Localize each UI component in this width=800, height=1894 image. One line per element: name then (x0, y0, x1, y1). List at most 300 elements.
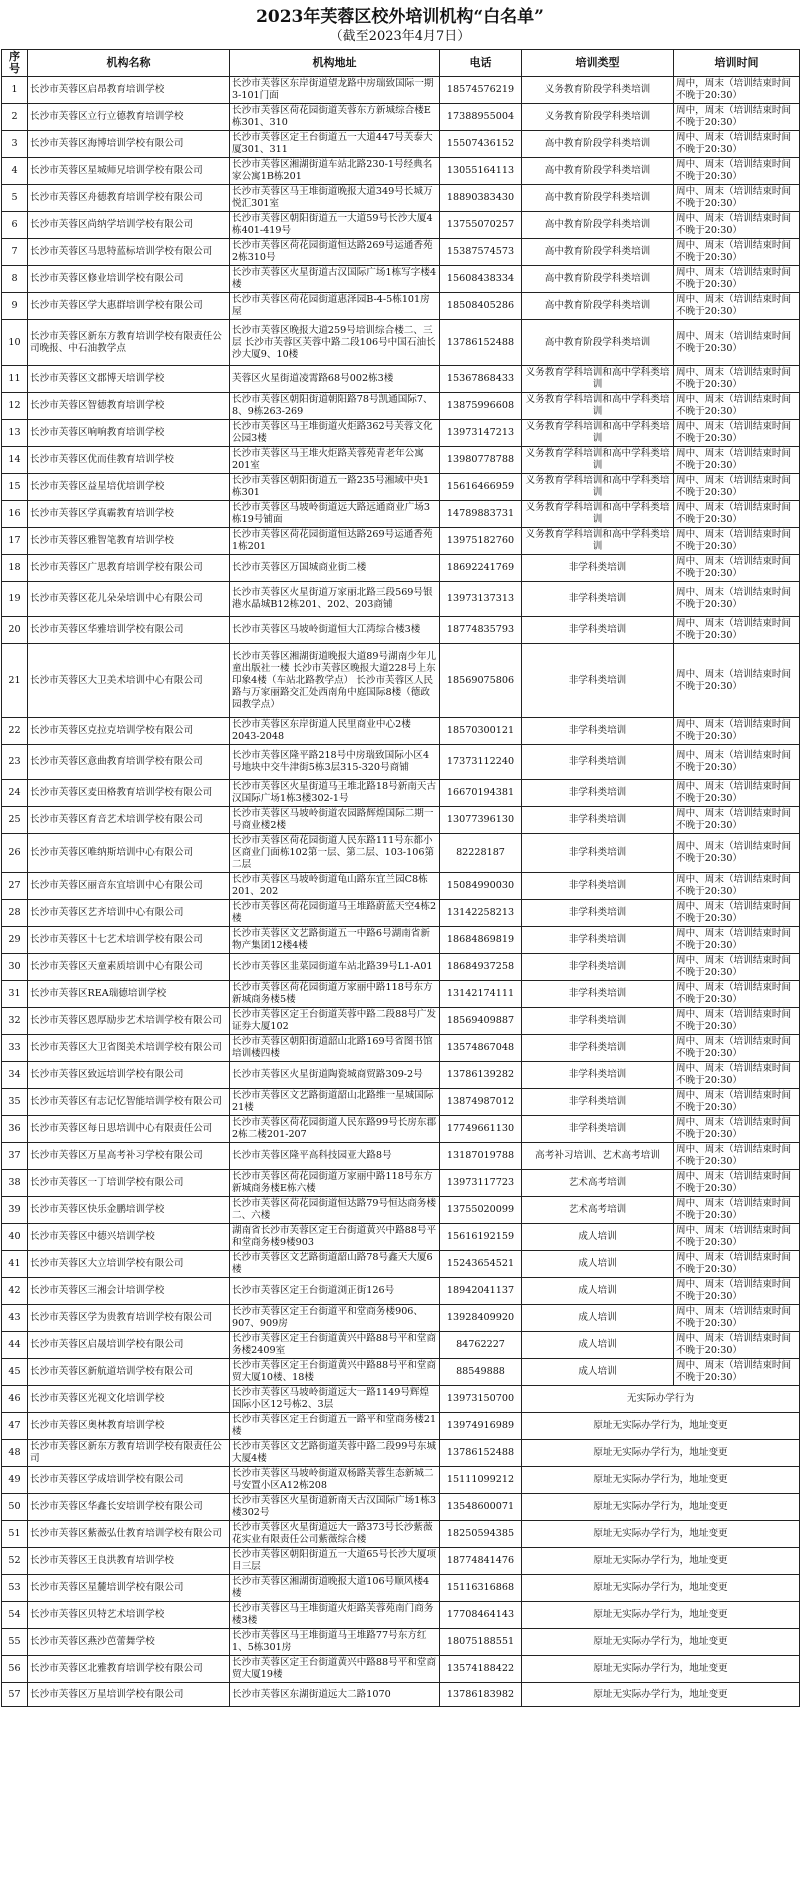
cell-time: 周中、周末（培训结束时间不晚于20:30） (674, 447, 800, 474)
cell-type: 高中教育阶段学科类培训 (522, 293, 674, 320)
cell-phone: 15616466959 (440, 474, 522, 501)
cell-no: 36 (2, 1116, 28, 1143)
cell-no: 10 (2, 320, 28, 366)
table-row (2, 1413, 800, 1440)
table-row (2, 1386, 800, 1413)
cell-time: 周中、周末（培训结束时间不晚于20:30） (674, 807, 800, 834)
table-row (2, 1602, 800, 1629)
cell-phone: 17749661130 (440, 1116, 522, 1143)
cell-phone: 13574188422 (440, 1656, 522, 1683)
cell-type: 非学科类培训 (522, 954, 674, 981)
cell-type: 高中教育阶段学科类培训 (522, 131, 674, 158)
cell-name: 长沙市芙蓉区文郡博天培训学校 (28, 366, 230, 393)
cell-time: 周中、周末（培训结束时间不晚于20:30） (674, 239, 800, 266)
cell-no: 39 (2, 1197, 28, 1224)
table-row (2, 1494, 800, 1521)
cell-time: 周中、周末（培训结束时间不晚于20:30） (674, 617, 800, 644)
cell-time: 周中、周末（培训结束时间不晚于20:30） (674, 420, 800, 447)
cell-time: 周中、周末（培训结束时间不晚于20:30） (674, 1008, 800, 1035)
cell-phone: 82228187 (440, 834, 522, 873)
cell-address: 长沙市芙蓉区晚报大道259号培训综合楼二、三层 长沙市芙蓉区芙蓉中路二段106号中国石油长沙大厦9、10楼 (230, 320, 440, 366)
cell-no: 53 (2, 1575, 28, 1602)
cell-type: 非学科类培训 (522, 780, 674, 807)
cell-type: 非学科类培训 (522, 617, 674, 644)
cell-status-note: 原址无实际办学行为，地址变更 (522, 1575, 800, 1602)
cell-name: 长沙市芙蓉区贝特艺术培训学校 (28, 1602, 230, 1629)
table-row (2, 239, 800, 266)
cell-address: 长沙市芙蓉区韭菜园街道车站北路39号L1-A01 (230, 954, 440, 981)
cell-address: 长沙市芙蓉区文艺路街道芙蓉中路二段99号东城大厦4楼 (230, 1440, 440, 1467)
table-row (2, 1170, 800, 1197)
cell-type: 成人培训 (522, 1359, 674, 1386)
cell-no: 40 (2, 1224, 28, 1251)
cell-status-note: 原址无实际办学行为，地址变更 (522, 1521, 800, 1548)
cell-no: 37 (2, 1143, 28, 1170)
cell-name: 长沙市芙蓉区光视文化培训学校 (28, 1386, 230, 1413)
cell-time: 周中、周末（培训结束时间不晚于20:30） (674, 293, 800, 320)
cell-type: 义务教育学科培训和高中学科类培训 (522, 393, 674, 420)
cell-no: 9 (2, 293, 28, 320)
cell-address: 长沙市芙蓉区火星街道马王堆北路18号新南天古汉国际广场1栋3楼302-1号 (230, 780, 440, 807)
cell-time: 周中、周末（培训结束时间不晚于20:30） (674, 780, 800, 807)
cell-name: 长沙市芙蓉区一丁培训学校有限公司 (28, 1170, 230, 1197)
cell-address: 长沙市芙蓉区马王堆街道马王堆路77号东方红1、5栋301房 (230, 1629, 440, 1656)
cell-type: 成人培训 (522, 1332, 674, 1359)
cell-name: 长沙市芙蓉区智德教育培训学校 (28, 393, 230, 420)
cell-name: 长沙市芙蓉区启昂教育培训学校 (28, 77, 230, 104)
cell-name: 长沙市芙蓉区华鑫长安培训学校有限公司 (28, 1494, 230, 1521)
cell-no: 7 (2, 239, 28, 266)
cell-phone: 13142258213 (440, 900, 522, 927)
cell-address: 长沙市芙蓉区朝阳街道五一大道65号长沙大厦项目三层 (230, 1548, 440, 1575)
cell-address: 长沙市芙蓉区文艺路街道韶山北路维一星城国际21楼 (230, 1089, 440, 1116)
cell-name: 长沙市芙蓉区中德兴培训学校 (28, 1224, 230, 1251)
cell-type: 高中教育阶段学科类培训 (522, 266, 674, 293)
cell-no: 24 (2, 780, 28, 807)
cell-no: 43 (2, 1305, 28, 1332)
cell-phone: 18569075806 (440, 644, 522, 718)
table-row (2, 366, 800, 393)
cell-address: 长沙市芙蓉区火星街道新南天古汉国际广场1栋3楼302号 (230, 1494, 440, 1521)
table-row (2, 501, 800, 528)
table-row (2, 1359, 800, 1386)
cell-no: 29 (2, 927, 28, 954)
cell-type: 非学科类培训 (522, 1008, 674, 1035)
cell-address: 长沙市芙蓉区荷花园街道万家丽中路118号东方新城商务楼5楼 (230, 981, 440, 1008)
cell-type: 成人培训 (522, 1305, 674, 1332)
cell-name: 长沙市芙蓉区新航道培训学校有限公司 (28, 1359, 230, 1386)
cell-time: 周中、周末（培训结束时间不晚于20:30） (674, 528, 800, 555)
table-row (2, 474, 800, 501)
cell-status-note: 原址无实际办学行为，地址变更 (522, 1440, 800, 1467)
cell-name: 长沙市芙蓉区REA瑞德培训学校 (28, 981, 230, 1008)
cell-time: 周中、周末（培训结束时间不晚于20:30） (674, 954, 800, 981)
cell-phone: 15243654521 (440, 1251, 522, 1278)
cell-phone: 13928409920 (440, 1305, 522, 1332)
table-row (2, 1467, 800, 1494)
cell-address: 长沙市芙蓉区湘湖街道车站北路230-1号经典名家公寓1B栋201 (230, 158, 440, 185)
cell-no: 54 (2, 1602, 28, 1629)
cell-no: 11 (2, 366, 28, 393)
cell-address: 长沙市芙蓉区文艺路街道韶山路78号鑫天大厦6楼 (230, 1251, 440, 1278)
cell-phone: 17388955004 (440, 104, 522, 131)
table-row (2, 1575, 800, 1602)
table-row (2, 104, 800, 131)
cell-address: 长沙市芙蓉区火星街道远大一路373号长沙紫薇花实业有限责任公司紫薇综合楼 (230, 1521, 440, 1548)
cell-no: 48 (2, 1440, 28, 1467)
table-row (2, 1143, 800, 1170)
cell-time: 周中、周末（培训结束时间不晚于20:30） (674, 1278, 800, 1305)
cell-no: 13 (2, 420, 28, 447)
cell-type: 非学科类培训 (522, 644, 674, 718)
cell-name: 长沙市芙蓉区学为贵教育培训学校有限公司 (28, 1305, 230, 1332)
table-row (2, 617, 800, 644)
cell-name: 长沙市芙蓉区麦田格教育培训学校有限公司 (28, 780, 230, 807)
cell-phone: 13973147213 (440, 420, 522, 447)
cell-status-note: 无实际办学行为 (522, 1386, 800, 1413)
cell-type: 非学科类培训 (522, 873, 674, 900)
cell-phone: 18574576219 (440, 77, 522, 104)
cell-type: 义务教育学科培训和高中学科类培训 (522, 420, 674, 447)
cell-no: 18 (2, 555, 28, 582)
cell-name: 长沙市芙蓉区广思教育培训学校有限公司 (28, 555, 230, 582)
cell-name: 长沙市芙蓉区大卫省图美术培训学校有限公司 (28, 1035, 230, 1062)
cell-phone: 13755070257 (440, 212, 522, 239)
cell-address: 长沙市芙蓉区荷花园街道恒达路269号运通香苑1栋201 (230, 528, 440, 555)
cell-time: 周中、周末（培训结束时间不晚于20:30） (674, 474, 800, 501)
cell-name: 长沙市芙蓉区雅智笔教育培训学校 (28, 528, 230, 555)
cell-time: 周中、周末（培训结束时间不晚于20:30） (674, 501, 800, 528)
cell-no: 2 (2, 104, 28, 131)
cell-status-note: 原址无实际办学行为，地址变更 (522, 1656, 800, 1683)
cell-address: 长沙市芙蓉区火星街道万家丽北路三段569号银港水晶城B12栋201、202、203商铺 (230, 582, 440, 617)
cell-name: 长沙市芙蓉区星城师兄培训学校有限公司 (28, 158, 230, 185)
header-address: 机构地址 (230, 50, 440, 77)
document-subtitle: （截至2023年4月7日） (329, 29, 471, 44)
cell-type: 高中教育阶段学科类培训 (522, 239, 674, 266)
cell-phone: 84762227 (440, 1332, 522, 1359)
cell-phone: 14789883731 (440, 501, 522, 528)
cell-phone: 13975182760 (440, 528, 522, 555)
table-row (2, 1035, 800, 1062)
cell-phone: 15616192159 (440, 1224, 522, 1251)
cell-time: 周中、周末（培训结束时间不晚于20:30） (674, 834, 800, 873)
cell-time: 周中、周末（培训结束时间不晚于20:30） (674, 873, 800, 900)
table-row (2, 1251, 800, 1278)
cell-address: 长沙市芙蓉区朝阳街道韶山北路169号省图书馆培训楼四楼 (230, 1035, 440, 1062)
cell-phone: 15084990030 (440, 873, 522, 900)
cell-no: 23 (2, 745, 28, 780)
cell-address: 长沙市芙蓉区朝阳街道朝阳路78号凯通国际7、8、9栋263-269 (230, 393, 440, 420)
cell-phone: 18692241769 (440, 555, 522, 582)
cell-phone: 88549888 (440, 1359, 522, 1386)
cell-name: 长沙市芙蓉区响响教育培训学校 (28, 420, 230, 447)
table-row (2, 1440, 800, 1467)
cell-no: 45 (2, 1359, 28, 1386)
cell-type: 非学科类培训 (522, 900, 674, 927)
cell-name: 长沙市芙蓉区每日思培训中心有限责任公司 (28, 1116, 230, 1143)
cell-time: 周中、周末（培训结束时间不晚于20:30） (674, 320, 800, 366)
cell-address: 长沙市芙蓉区火星街道陶瓷城商贸路309-2号 (230, 1062, 440, 1089)
cell-address: 长沙市芙蓉区马王堆街道晚报大道349号长城万悦汇301室 (230, 185, 440, 212)
cell-address: 长沙市芙蓉区东岸街道人民里商业中心2楼2043-2048 (230, 718, 440, 745)
cell-address: 长沙市芙蓉区马坡岭街道龟山路东宜兰园C8栋201、202 (230, 873, 440, 900)
cell-address: 芙蓉区火星街道凌霄路68号002栋3楼 (230, 366, 440, 393)
cell-time: 周中、周末（培训结束时间不晚于20:30） (674, 131, 800, 158)
cell-type: 高考补习培训、艺术高考培训 (522, 1143, 674, 1170)
cell-phone: 18075188551 (440, 1629, 522, 1656)
cell-phone: 13874987012 (440, 1089, 522, 1116)
cell-no: 25 (2, 807, 28, 834)
cell-phone: 17373112240 (440, 745, 522, 780)
header-row (2, 50, 800, 77)
cell-address: 长沙市芙蓉区荷花园街道恒达路269号运通香苑2栋310号 (230, 239, 440, 266)
cell-phone: 13548600071 (440, 1494, 522, 1521)
cell-name: 长沙市芙蓉区恩厚励步艺术培训学校有限公司 (28, 1008, 230, 1035)
cell-name: 长沙市芙蓉区新东方教育培训学校有限责任公司 (28, 1440, 230, 1467)
cell-name: 长沙市芙蓉区十七艺术培训学校有限公司 (28, 927, 230, 954)
cell-address: 长沙市芙蓉区东湖街道远大二路1070 (230, 1683, 440, 1707)
table-row (2, 1521, 800, 1548)
cell-name: 长沙市芙蓉区海博培训学校有限公司 (28, 131, 230, 158)
cell-name: 长沙市芙蓉区万星培训学校有限公司 (28, 1683, 230, 1707)
cell-no: 44 (2, 1332, 28, 1359)
table-row (2, 131, 800, 158)
cell-address: 长沙市芙蓉区火星街道古汉国际广场1栋写字楼4楼 (230, 266, 440, 293)
cell-phone: 18684869819 (440, 927, 522, 954)
cell-address: 长沙市芙蓉区定王台街道五一路平和堂商务楼21楼 (230, 1413, 440, 1440)
table-row (2, 1629, 800, 1656)
cell-type: 艺术高考培训 (522, 1197, 674, 1224)
cell-no: 19 (2, 582, 28, 617)
cell-no: 30 (2, 954, 28, 981)
cell-phone: 13055164113 (440, 158, 522, 185)
table-header (2, 50, 800, 77)
cell-no: 35 (2, 1089, 28, 1116)
cell-phone: 18250594385 (440, 1521, 522, 1548)
cell-time: 周中、周末（培训结束时间不晚于20:30） (674, 1143, 800, 1170)
cell-name: 长沙市芙蓉区天童素质培训中心有限公司 (28, 954, 230, 981)
cell-phone: 16670194381 (440, 780, 522, 807)
cell-status-note: 原址无实际办学行为，地址变更 (522, 1494, 800, 1521)
cell-time: 周中、周末（培训结束时间不晚于20:30） (674, 927, 800, 954)
cell-name: 长沙市芙蓉区育音艺术培训学校有限公司 (28, 807, 230, 834)
cell-phone: 13974916989 (440, 1413, 522, 1440)
cell-name: 长沙市芙蓉区益星培优培训学校 (28, 474, 230, 501)
cell-no: 32 (2, 1008, 28, 1035)
cell-name: 长沙市芙蓉区丽音东宜培训中心有限公司 (28, 873, 230, 900)
cell-status-note: 原址无实际办学行为，地址变更 (522, 1467, 800, 1494)
table-row (2, 834, 800, 873)
cell-name: 长沙市芙蓉区王良洪教育培训学校 (28, 1548, 230, 1575)
table-row (2, 158, 800, 185)
cell-time: 周中、周末（培训结束时间不晚于20:30） (674, 1170, 800, 1197)
header-type: 培训类型 (522, 50, 674, 77)
cell-no: 56 (2, 1656, 28, 1683)
cell-no: 1 (2, 77, 28, 104)
cell-phone: 15367868433 (440, 366, 522, 393)
header-time: 培训时间 (674, 50, 800, 77)
cell-type: 非学科类培训 (522, 1089, 674, 1116)
cell-status-note: 原址无实际办学行为，地址变更 (522, 1683, 800, 1707)
cell-time: 周中、周末（培训结束时间不晚于20:30） (674, 1305, 800, 1332)
cell-time: 周中，周末（培训结束时间不晚于20:30） (674, 77, 800, 104)
whitelist-table (1, 49, 800, 1707)
cell-no: 8 (2, 266, 28, 293)
cell-type: 义务教育阶段学科类培训 (522, 104, 674, 131)
table-row (2, 1116, 800, 1143)
cell-time: 周中、周末（培训结束时间不晚于20:30） (674, 212, 800, 239)
cell-phone: 18684937258 (440, 954, 522, 981)
cell-phone: 13973117723 (440, 1170, 522, 1197)
cell-address: 长沙市芙蓉区荷花园街道芙蓉东方新城综合楼E栋301、310 (230, 104, 440, 131)
cell-no: 42 (2, 1278, 28, 1305)
table-row (2, 212, 800, 239)
cell-no: 5 (2, 185, 28, 212)
cell-type: 成人培训 (522, 1251, 674, 1278)
cell-address: 长沙市芙蓉区定王台街道平和堂商务楼906、907、909房 (230, 1305, 440, 1332)
table-row (2, 185, 800, 212)
cell-type: 义务教育学科培训和高中学科类培训 (522, 447, 674, 474)
cell-type: 义务教育学科培训和高中学科类培训 (522, 474, 674, 501)
cell-name: 长沙市芙蓉区奥林教育培训学校 (28, 1413, 230, 1440)
cell-address: 长沙市芙蓉区马坡岭街道远大一路1149号辉煌国际小区12号栋2、3层 (230, 1386, 440, 1413)
cell-time: 周中、周末（培训结束时间不晚于20:30） (674, 900, 800, 927)
cell-phone: 13875996608 (440, 393, 522, 420)
table-row (2, 393, 800, 420)
cell-status-note: 原址无实际办学行为，地址变更 (522, 1548, 800, 1575)
cell-name: 长沙市芙蓉区新东方教育培训学校有限责任公司晚报、中石油教学点 (28, 320, 230, 366)
cell-type: 高中教育阶段学科类培训 (522, 320, 674, 366)
cell-no: 15 (2, 474, 28, 501)
cell-type: 高中教育阶段学科类培训 (522, 158, 674, 185)
cell-no: 38 (2, 1170, 28, 1197)
cell-address: 长沙市芙蓉区定王台街道浏正街126号 (230, 1278, 440, 1305)
cell-phone: 18942041137 (440, 1278, 522, 1305)
cell-time: 周中、周末（培训结束时间不晚于20:30） (674, 158, 800, 185)
cell-type: 非学科类培训 (522, 834, 674, 873)
cell-name: 长沙市芙蓉区大立培训学校有限公司 (28, 1251, 230, 1278)
cell-time: 周中、周末（培训结束时间不晚于20:30） (674, 1197, 800, 1224)
cell-time: 周中、周末（培训结束时间不晚于20:30） (674, 266, 800, 293)
cell-no: 46 (2, 1386, 28, 1413)
cell-time: 周中、周末（培训结束时间不晚于20:30） (674, 1089, 800, 1116)
cell-no: 55 (2, 1629, 28, 1656)
cell-no: 3 (2, 131, 28, 158)
table-row (2, 807, 800, 834)
cell-type: 非学科类培训 (522, 1035, 674, 1062)
cell-address: 长沙市芙蓉区荷花园街道惠泽园B-4-5栋101房屋 (230, 293, 440, 320)
table-row (2, 582, 800, 617)
cell-type: 非学科类培训 (522, 927, 674, 954)
cell-no: 14 (2, 447, 28, 474)
cell-address: 湖南省长沙市芙蓉区定王台街道黄兴中路88号平和堂商务楼9楼903 (230, 1224, 440, 1251)
cell-address: 长沙市芙蓉区荷花园街道人民东路99号长房东郡2栋二楼201-207 (230, 1116, 440, 1143)
table-row (2, 927, 800, 954)
cell-phone: 13973137313 (440, 582, 522, 617)
cell-type: 义务教育阶段学科类培训 (522, 77, 674, 104)
cell-phone: 15608438334 (440, 266, 522, 293)
table-row (2, 873, 800, 900)
cell-name: 长沙市芙蓉区花儿朵朵培训中心有限公司 (28, 582, 230, 617)
cell-name: 长沙市芙蓉区大卫美术培训中心有限公司 (28, 644, 230, 718)
cell-time: 周中、周末（培训结束时间不晚于20:30） (674, 393, 800, 420)
cell-name: 长沙市芙蓉区紫薇弘仕教育培训学校有限公司 (28, 1521, 230, 1548)
cell-name: 长沙市芙蓉区快乐金鹏培训学校 (28, 1197, 230, 1224)
cell-address: 长沙市芙蓉区马坡岭街道农园路辉煌国际二期一号商业楼2楼 (230, 807, 440, 834)
cell-address: 长沙市芙蓉区万国城商业街二楼 (230, 555, 440, 582)
cell-time: 周中、周末（培训结束时间不晚于20:30） (674, 718, 800, 745)
cell-name: 长沙市芙蓉区舟德教育培训学校有限公司 (28, 185, 230, 212)
cell-address: 长沙市芙蓉区定王台街道黄兴中路88号平和堂商贸大厦19楼 (230, 1656, 440, 1683)
cell-name: 长沙市芙蓉区尚纳学培训学校有限公司 (28, 212, 230, 239)
cell-name: 长沙市芙蓉区燕沙芭蕾舞学校 (28, 1629, 230, 1656)
cell-time: 周中、周末（培训结束时间不晚于20:30） (674, 1116, 800, 1143)
cell-address: 长沙市芙蓉区湘湖街道晚报大道89号湖南少年儿童出版社一楼 长沙市芙蓉区晚报大道228号上东印象4楼（车站北路教学点） 长沙市芙蓉区人民路与万家丽路交汇处西南角中庭国际8楼（德政园教学点） (230, 644, 440, 718)
header-name: 机构名称 (28, 50, 230, 77)
cell-name: 长沙市芙蓉区学成培训学校有限公司 (28, 1467, 230, 1494)
cell-address: 长沙市芙蓉区马王堆街道火炬路362号芙蓉文化公园3楼 (230, 420, 440, 447)
cell-type: 高中教育阶段学科类培训 (522, 212, 674, 239)
table-body (2, 77, 800, 1707)
cell-type: 义务教育学科培训和高中学科类培训 (522, 366, 674, 393)
cell-type: 非学科类培训 (522, 1116, 674, 1143)
cell-address: 长沙市芙蓉区荷花园街道恒达路79号恒达商务楼二、六楼 (230, 1197, 440, 1224)
table-row (2, 981, 800, 1008)
cell-address: 长沙市芙蓉区定王台街道五一大道447号芙泰大厦301、311 (230, 131, 440, 158)
cell-address: 长沙市芙蓉区朝阳街道五一大道59号长沙大厦4栋401-419号 (230, 212, 440, 239)
table-row (2, 1278, 800, 1305)
document-title: 2023年芙蓉区校外培训机构“白名单” (256, 7, 544, 27)
cell-phone: 18890383430 (440, 185, 522, 212)
table-row (2, 555, 800, 582)
cell-name: 长沙市芙蓉区有志记忆智能培训学校有限公司 (28, 1089, 230, 1116)
cell-phone: 13973150700 (440, 1386, 522, 1413)
table-row (2, 1656, 800, 1683)
table-row (2, 1089, 800, 1116)
cell-no: 57 (2, 1683, 28, 1707)
cell-name: 长沙市芙蓉区万星高考补习学校有限公司 (28, 1143, 230, 1170)
cell-name: 长沙市芙蓉区华雅培训学校有限公司 (28, 617, 230, 644)
table-row (2, 1062, 800, 1089)
cell-phone: 17708464143 (440, 1602, 522, 1629)
table-row (2, 528, 800, 555)
cell-phone: 13786152488 (440, 1440, 522, 1467)
cell-phone: 13187019788 (440, 1143, 522, 1170)
cell-address: 长沙市芙蓉区定王台街道芙蓉中路二段88号广发证券大厦102 (230, 1008, 440, 1035)
cell-phone: 18508405286 (440, 293, 522, 320)
cell-no: 51 (2, 1521, 28, 1548)
cell-address: 长沙市芙蓉区荷花园街道马王堆路蔚蓝天空4栋2楼 (230, 900, 440, 927)
table-row (2, 420, 800, 447)
cell-name: 长沙市芙蓉区修业培训学校有限公司 (28, 266, 230, 293)
cell-name: 长沙市芙蓉区马思特蓝标培训学校有限公司 (28, 239, 230, 266)
header-phone: 电话 (440, 50, 522, 77)
cell-phone: 13786139282 (440, 1062, 522, 1089)
cell-address: 长沙市芙蓉区隆平路218号中房瑞致国际小区4号地块中交牛津街5栋3层315-320号商铺 (230, 745, 440, 780)
cell-phone: 13755020099 (440, 1197, 522, 1224)
cell-phone: 13786183982 (440, 1683, 522, 1707)
cell-type: 非学科类培训 (522, 718, 674, 745)
cell-name: 长沙市芙蓉区优而佳教育培训学校 (28, 447, 230, 474)
cell-phone: 13077396130 (440, 807, 522, 834)
cell-time: 周中、周末（培训结束时间不晚于20:30） (674, 582, 800, 617)
cell-phone: 15387574573 (440, 239, 522, 266)
table-row (2, 447, 800, 474)
cell-name: 长沙市芙蓉区克拉克培训学校有限公司 (28, 718, 230, 745)
cell-time: 周中、周末（培训结束时间不晚于20:30） (674, 1332, 800, 1359)
table-row (2, 77, 800, 104)
